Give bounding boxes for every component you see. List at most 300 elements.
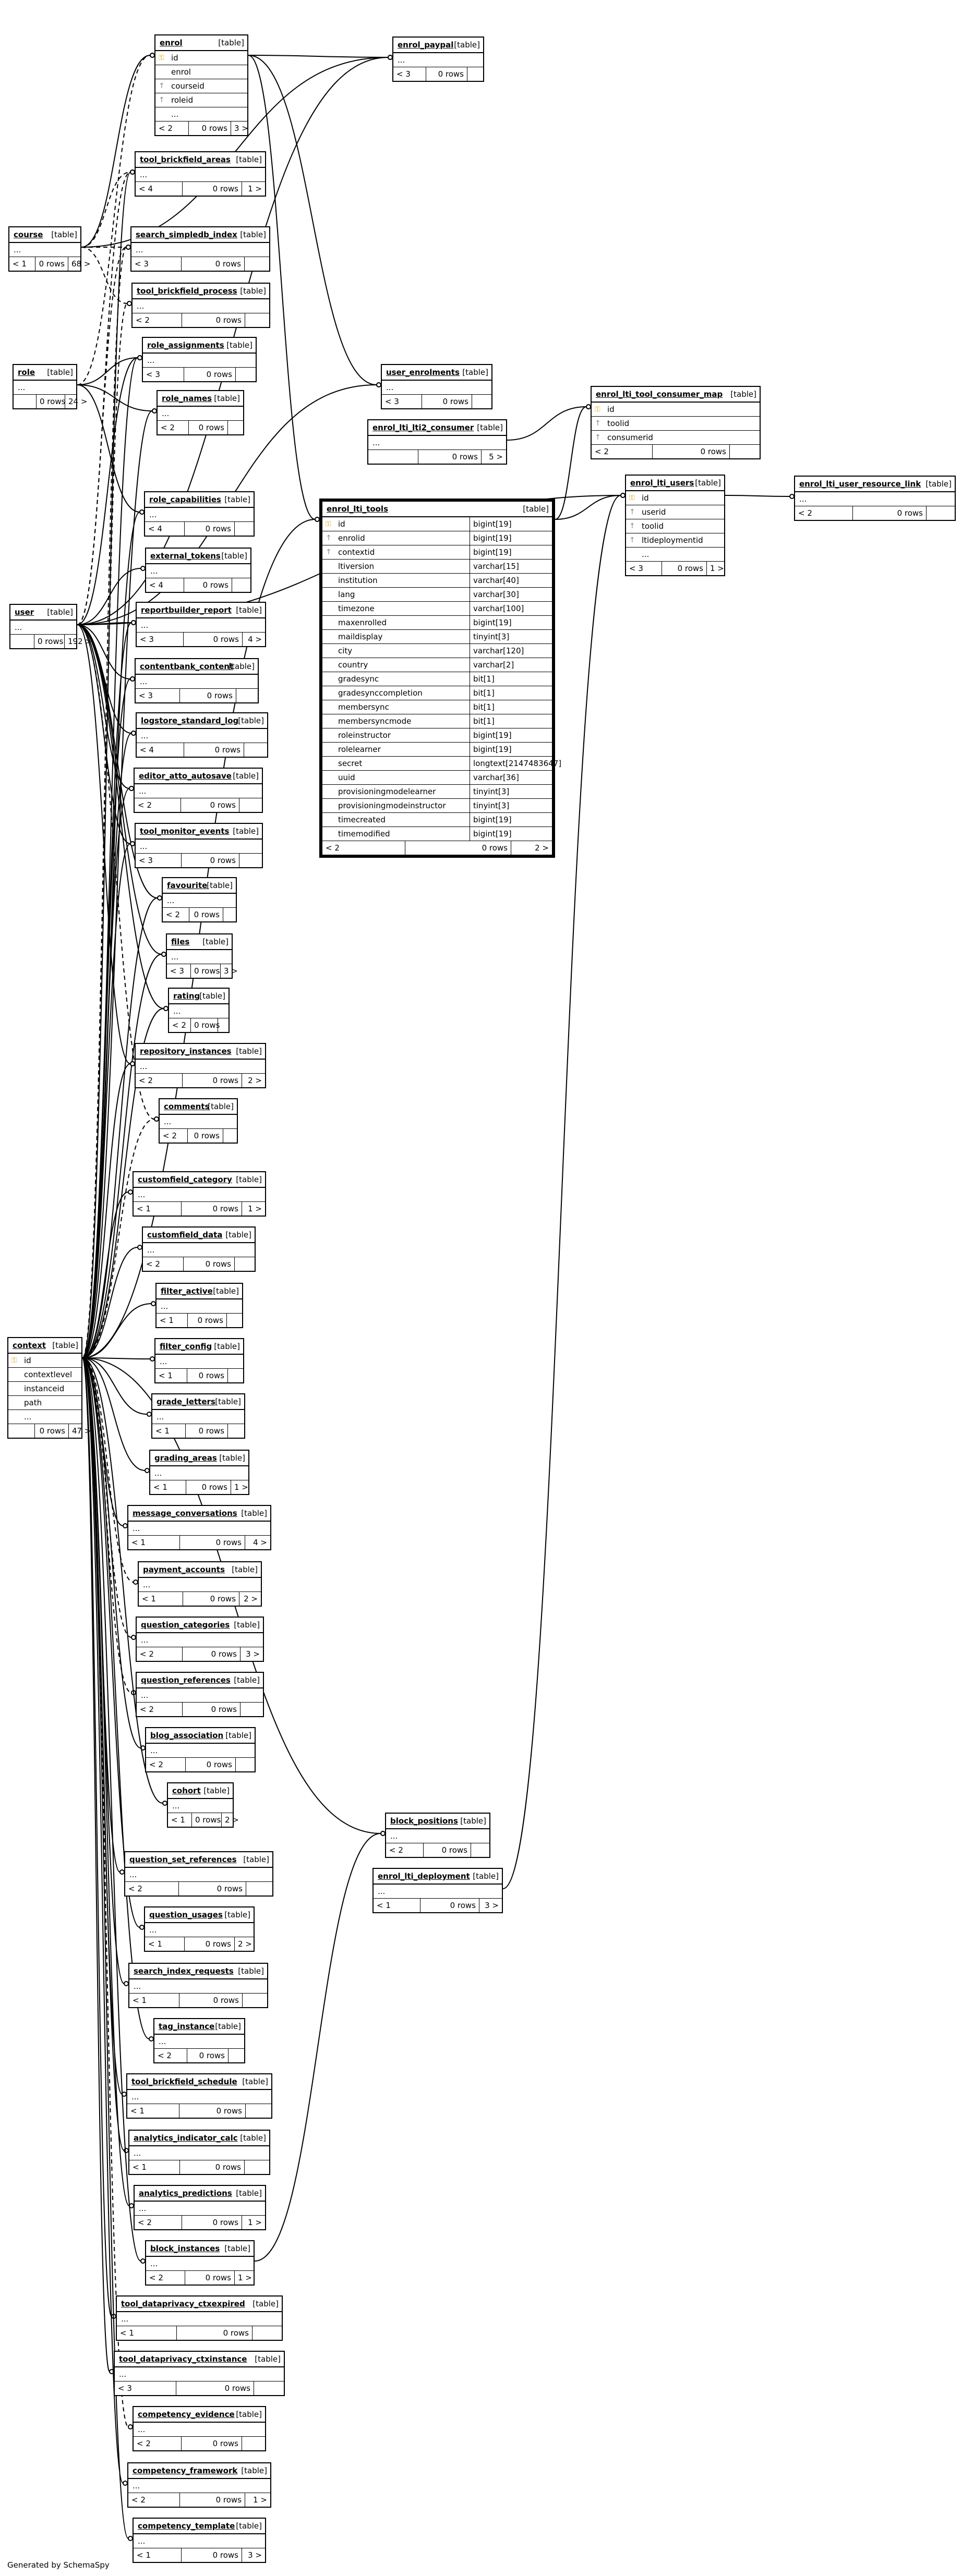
more-columns-row (127, 2090, 271, 2104)
more-columns-row (136, 675, 258, 689)
table-tool-brickfield-schedule[interactable] (126, 2073, 272, 2119)
table-type-label: [table] (240, 230, 266, 239)
table-header (14, 365, 76, 381)
more-columns-row (134, 2534, 265, 2548)
parents-link[interactable]: < 1 (133, 1996, 147, 2005)
table-name[interactable]: competency_evidence (138, 2410, 235, 2419)
table-name[interactable]: logstore_standard_log (141, 716, 239, 725)
table-role-assignments[interactable] (142, 337, 257, 382)
table-name[interactable]: reportbuilder_report (141, 605, 232, 615)
foreign-key-icon: ↑ (629, 536, 635, 544)
table-block-positions[interactable] (385, 1813, 490, 1858)
table-name[interactable]: competency_framework (133, 2466, 238, 2475)
parents-link[interactable]: < 2 (389, 1845, 403, 1855)
table-course[interactable] (8, 226, 91, 272)
more-columns-row (134, 2423, 265, 2437)
crowfoot-end-marker (151, 1302, 155, 1306)
table-name[interactable]: enrol_lti_tool_consumer_map (596, 390, 723, 399)
children-link[interactable] (223, 908, 236, 921)
parents-link[interactable]: < 1 (153, 1483, 167, 1492)
column-data-type: longtext[2147483647] (470, 757, 561, 770)
table-name[interactable]: context (13, 1341, 46, 1350)
children-link[interactable]: 47 > (68, 1424, 81, 1438)
table-name[interactable]: tool_brickfield_process (137, 286, 237, 296)
table-competency-evidence[interactable] (133, 2406, 266, 2451)
parents-link[interactable]: < 3 (139, 856, 153, 865)
children-link[interactable]: 3 > (220, 964, 232, 978)
children-link[interactable] (467, 67, 483, 81)
children-link[interactable] (232, 578, 250, 592)
column-name: ... (150, 1746, 158, 1755)
column-name: ... (134, 1982, 141, 1991)
column-data-type: tinyint[3] (470, 785, 509, 798)
table-name[interactable]: block_instances (150, 2244, 220, 2253)
table-footer (146, 2271, 254, 2285)
table-name[interactable]: files (171, 937, 190, 946)
more-columns-row (134, 1188, 265, 1202)
parents-link[interactable]: < 3 (146, 370, 160, 379)
table-name[interactable]: filter_config (160, 1342, 212, 1351)
parents-link[interactable]: < 4 (139, 184, 153, 193)
parents-link[interactable]: < 2 (140, 1649, 154, 1659)
table-header (117, 2296, 282, 2312)
children-link[interactable]: 3 > (240, 1647, 263, 1661)
table-search-index-requests[interactable] (128, 1963, 268, 2008)
column-name: membersync (338, 702, 389, 712)
parents-link[interactable]: < 2 (138, 2218, 152, 2227)
crowfoot-end-marker (124, 1982, 128, 1986)
children-link[interactable] (244, 2160, 269, 2174)
table-grading-areas[interactable] (149, 1450, 249, 1495)
column-data-type: varchar[36] (470, 771, 519, 784)
children-link[interactable] (252, 2326, 282, 2340)
table-name[interactable]: tool_dataprivacy_ctxexpired (121, 2299, 245, 2308)
column-data-type: bigint[19] (470, 545, 512, 559)
parents-link[interactable]: < 2 (137, 2439, 151, 2448)
table-name[interactable]: enrol_lti_lti2_consumer (372, 423, 474, 432)
children-link[interactable] (242, 1994, 267, 2007)
table-name[interactable]: user_enrolments (386, 368, 460, 377)
table-footer (168, 1813, 239, 1827)
table-enrol-paypal[interactable] (392, 37, 484, 82)
children-link[interactable] (472, 395, 491, 408)
children-link[interactable]: 68 > (68, 257, 80, 271)
table-name[interactable]: editor_atto_autosave (139, 771, 232, 781)
table-name[interactable]: question_usages (149, 1910, 223, 1919)
parents-link[interactable]: < 2 (166, 910, 180, 919)
table-name[interactable]: tool_dataprivacy_ctxinstance (119, 2354, 247, 2364)
table-name[interactable]: question_references (141, 1675, 231, 1685)
table-question-categories[interactable] (136, 1617, 264, 1662)
children-link[interactable] (236, 689, 258, 702)
parents-link[interactable]: < 4 (148, 524, 162, 533)
children-link[interactable] (227, 1424, 244, 1438)
children-link[interactable]: 2 > (511, 841, 552, 855)
table-name[interactable]: course (14, 230, 43, 239)
parents-link[interactable]: < 4 (149, 580, 163, 590)
children-link[interactable]: 1 > (242, 2216, 265, 2229)
parents-link[interactable]: < 2 (146, 1259, 160, 1269)
children-link[interactable] (244, 257, 269, 271)
table-tool-monitor-events[interactable] (135, 823, 263, 868)
parents-link[interactable]: < 2 (138, 800, 152, 810)
table-message-conversations[interactable] (127, 1505, 271, 1550)
parents-link[interactable]: < 3 (140, 635, 154, 644)
table-name[interactable]: rating (173, 991, 200, 1001)
children-link[interactable]: 2 > (234, 1937, 254, 1951)
children-link[interactable] (245, 2104, 271, 2118)
children-link[interactable]: 4 > (242, 633, 265, 646)
table-tool-brickfield-areas[interactable] (135, 151, 266, 197)
table-header (382, 365, 491, 381)
column-row (8, 1368, 81, 1382)
table-footer (158, 421, 243, 434)
table-external-tokens[interactable] (145, 548, 251, 593)
row-count: 0 rows (185, 2271, 234, 2285)
column-name: ... (378, 1887, 386, 1896)
column-row (155, 79, 247, 93)
parents-link[interactable]: < 2 (172, 1020, 186, 1030)
table-type-label: [table] (229, 662, 255, 671)
crowfoot-end-marker (127, 301, 131, 306)
edge-enrol-lti-users-to-enrol-lti-user-resource-link (725, 495, 790, 496)
table-customfield-category[interactable] (133, 1171, 266, 1217)
table-name[interactable]: customfield_category (138, 1175, 232, 1184)
children-link[interactable] (235, 368, 256, 381)
row-count: 0 rows (181, 2548, 242, 2562)
children-link[interactable] (926, 506, 955, 520)
table-name[interactable]: blog_association (150, 1731, 224, 1740)
children-link[interactable] (226, 1314, 242, 1327)
parents-link[interactable]: < 3 (629, 564, 643, 573)
parents-link[interactable]: < 2 (136, 315, 150, 325)
table-filter-active[interactable] (155, 1283, 243, 1328)
table-name[interactable]: contentbank_content (140, 662, 234, 671)
children-link[interactable]: 1 > (242, 182, 265, 196)
children-link[interactable] (471, 1843, 489, 1857)
parents-link[interactable]: < 2 (595, 447, 609, 456)
table-rating[interactable] (168, 988, 230, 1033)
table-name[interactable]: competency_template (138, 2521, 235, 2531)
more-columns-row (368, 436, 506, 450)
parents-link[interactable]: < 3 (118, 2384, 132, 2393)
crowfoot-end-marker (134, 1580, 138, 1584)
children-link[interactable]: 2 > (221, 1813, 233, 1827)
parents-link[interactable]: < 2 (131, 2495, 146, 2505)
table-name[interactable]: external_tokens (150, 551, 221, 561)
table-competency-template[interactable] (133, 2518, 266, 2563)
edge-context-to-competency-evidence (82, 1358, 128, 2427)
table-footer (129, 1994, 267, 2007)
table-enrol[interactable] (154, 34, 248, 136)
more-columns-row (167, 950, 232, 964)
table-name[interactable]: enrol (160, 38, 183, 47)
column-data-type: bit[1] (470, 700, 495, 714)
table-type-label: [table] (234, 1675, 260, 1685)
parents-link[interactable]: < 3 (135, 259, 149, 269)
children-link[interactable] (244, 743, 267, 757)
table-user-enrolments[interactable] (381, 364, 492, 409)
table-name[interactable]: role_assignments (147, 341, 224, 350)
table-type-label: [table] (241, 1509, 267, 1518)
column-name: ... (140, 677, 148, 686)
parents-link[interactable]: < 1 (159, 1371, 173, 1380)
parents-link[interactable]: < 1 (131, 1538, 146, 1547)
parents-link[interactable]: < 2 (149, 2273, 163, 2282)
parents-link[interactable]: < 2 (149, 1760, 163, 1769)
column-data-type: bigint[19] (470, 517, 512, 531)
children-link[interactable]: 3 > (242, 2548, 265, 2562)
children-link[interactable] (245, 313, 269, 327)
table-tool-dataprivacy-ctxexpired[interactable] (116, 2295, 283, 2341)
table-name[interactable]: analytics_predictions (139, 2189, 232, 2198)
table-footer (137, 1647, 263, 1661)
parents-link[interactable]: < 3 (385, 397, 399, 406)
table-name[interactable]: role_names (162, 394, 212, 403)
table-name[interactable]: enrol_lti_users (630, 478, 694, 488)
table-name[interactable]: grade_letters (157, 1397, 215, 1406)
table-user[interactable] (9, 604, 92, 649)
table-competency-framework[interactable] (127, 2462, 271, 2508)
children-link[interactable]: 192 > (64, 635, 76, 648)
children-link[interactable]: 1 > (242, 1202, 265, 1216)
table-payment-accounts[interactable] (138, 1561, 262, 1607)
crowfoot-end-marker (147, 1412, 151, 1416)
children-link[interactable]: 2 > (242, 1074, 265, 1087)
more-columns-row (374, 1885, 502, 1899)
table-header (139, 1562, 261, 1578)
parents-link[interactable]: < 2 (139, 1076, 153, 1085)
table-enrol-lti-users[interactable] (625, 475, 725, 576)
more-columns-row (146, 564, 250, 578)
parents-link[interactable] (10, 635, 34, 648)
table-name[interactable]: enrol_paypal (398, 40, 454, 50)
parents-link[interactable]: < 3 (396, 69, 411, 79)
crowfoot-end-marker (120, 1870, 124, 1874)
column-name: membersyncmode (338, 716, 412, 726)
column-row (322, 602, 552, 616)
column-row (592, 417, 760, 431)
column-name: ... (149, 1925, 157, 1935)
table-tool-brickfield-process[interactable] (131, 283, 270, 328)
parents-link[interactable]: < 3 (139, 691, 153, 700)
table-editor-atto-autosave[interactable] (134, 768, 263, 813)
table-question-usages[interactable] (144, 1906, 255, 1952)
more-columns-row (163, 894, 236, 908)
table-header (386, 1814, 489, 1829)
children-link[interactable] (254, 2381, 284, 2395)
table-name[interactable]: search_simpledb_index (136, 230, 237, 239)
table-files[interactable] (166, 933, 238, 979)
table-reportbuilder-report[interactable] (136, 602, 266, 647)
table-name[interactable]: tool_brickfield_areas (140, 155, 231, 164)
children-link[interactable] (729, 445, 760, 458)
children-link[interactable]: 1 > (231, 1480, 248, 1494)
column-name: ... (137, 301, 145, 311)
children-link[interactable] (227, 421, 243, 434)
table-grade-letters[interactable] (151, 1393, 245, 1439)
column-row (322, 799, 552, 813)
column-name: gradesynccompletion (338, 688, 423, 698)
table-name[interactable]: tool_brickfield_schedule (131, 2077, 237, 2086)
parents-link[interactable]: < 2 (798, 508, 812, 518)
table-role[interactable] (13, 364, 88, 409)
children-link[interactable] (239, 798, 262, 812)
table-header (157, 1284, 242, 1299)
table-name[interactable]: role_capabilities (149, 495, 221, 504)
children-link[interactable]: 4 > (245, 1536, 270, 1549)
table-role-names[interactable] (157, 390, 244, 435)
column-name: id (338, 519, 345, 529)
table-name[interactable]: message_conversations (133, 1509, 237, 1518)
table-favourite[interactable] (162, 877, 237, 922)
children-link[interactable]: 2 > (239, 1592, 261, 1606)
table-footer (136, 1074, 265, 1087)
table-name[interactable]: question_categories (141, 1620, 230, 1630)
table-header (374, 1869, 502, 1885)
table-tag-instance[interactable] (153, 2018, 245, 2063)
table-header (168, 1783, 233, 1799)
parents-link[interactable]: < 1 (130, 2106, 145, 2116)
table-enrol-lti-tools[interactable] (319, 499, 562, 858)
column-name: ... (140, 842, 148, 851)
table-enrol-lti-user-resource-link[interactable] (794, 476, 956, 521)
children-link[interactable] (227, 1369, 243, 1382)
children-link[interactable]: 3 > (231, 121, 247, 135)
parents-link[interactable]: < 1 (133, 2162, 147, 2172)
table-logstore-standard-log[interactable] (136, 712, 268, 758)
column-name: ... (131, 2092, 139, 2101)
children-link[interactable]: 3 > (479, 1899, 502, 1912)
table-name[interactable]: customfield_data (147, 1230, 223, 1240)
parents-link[interactable]: < 1 (160, 1316, 174, 1325)
table-name[interactable]: user (15, 607, 34, 617)
table-context[interactable] (7, 1337, 91, 1439)
children-link[interactable] (228, 2049, 244, 2062)
children-link[interactable] (223, 1129, 237, 1143)
table-filter-config[interactable] (154, 1338, 244, 1383)
children-link[interactable] (235, 1758, 255, 1771)
table-enrol-lti-tool-consumer-map[interactable] (591, 386, 761, 459)
table-name[interactable]: cohort (172, 1786, 201, 1795)
table-role-capabilities[interactable] (144, 491, 255, 537)
parents-link[interactable]: < 1 (142, 1594, 156, 1603)
table-question-references[interactable] (136, 1672, 264, 1717)
table-name[interactable]: payment_accounts (143, 1565, 225, 1574)
table-customfield-data[interactable] (142, 1226, 256, 1272)
children-link[interactable] (234, 1257, 255, 1271)
crowfoot-end-marker (621, 493, 625, 497)
table-name[interactable]: block_positions (390, 1816, 458, 1826)
table-name[interactable]: tag_instance (159, 2022, 215, 2031)
table-tool-dataprivacy-ctxinstance[interactable] (114, 2351, 285, 2396)
parents-link[interactable]: < 2 (161, 423, 175, 432)
parents-link[interactable]: < 1 (155, 1426, 170, 1436)
table-name[interactable]: enrol_lti_user_resource_link (799, 479, 921, 489)
parents-link[interactable]: < 2 (159, 124, 173, 133)
parents-link[interactable] (14, 395, 36, 408)
table-name[interactable]: enrol_lti_tools (327, 504, 389, 514)
row-count: 0 rows (184, 1937, 234, 1951)
table-footer (150, 1480, 248, 1494)
children-link[interactable]: 1 > (234, 2271, 254, 2285)
row-count: 0 rows (187, 2049, 228, 2062)
table-comments[interactable] (159, 1098, 238, 1144)
children-link[interactable]: 1 > (706, 562, 724, 575)
children-link[interactable] (242, 2437, 265, 2450)
children-link[interactable] (218, 1018, 229, 1032)
table-name[interactable]: filter_active (161, 1286, 213, 1296)
table-name[interactable]: tool_monitor_events (140, 827, 230, 836)
table-contentbank-content[interactable] (135, 658, 259, 703)
table-repository-instances[interactable] (135, 1043, 266, 1088)
parents-link[interactable] (368, 450, 418, 464)
parents-link[interactable]: < 3 (170, 966, 184, 976)
table-cohort[interactable] (167, 1782, 239, 1828)
parents-link[interactable]: < 1 (137, 1204, 151, 1213)
children-link[interactable] (246, 1882, 272, 1895)
table-blog-association[interactable] (145, 1727, 256, 1772)
parents-link[interactable]: < 4 (140, 745, 154, 755)
column-row (322, 616, 552, 630)
parents-link[interactable]: < 2 (128, 1884, 142, 1893)
parents-link[interactable]: < 2 (163, 1131, 177, 1140)
children-link[interactable]: 5 > (481, 450, 506, 464)
table-enrol-lti-lti2-consumer[interactable] (367, 419, 507, 465)
table-name[interactable]: search_index_requests (134, 1966, 234, 1976)
table-name[interactable]: favourite (167, 881, 208, 890)
column-name: ... (139, 786, 147, 796)
parents-link[interactable]: < 1 (148, 1939, 162, 1949)
table-footer (129, 2160, 269, 2174)
parents-link[interactable]: < 1 (137, 2550, 151, 2560)
table-question-set-references[interactable] (124, 1851, 273, 1897)
children-link[interactable]: 1 > (245, 2493, 270, 2507)
foreign-key-icon: ↑ (159, 96, 165, 104)
table-name[interactable]: question_set_references (129, 1855, 237, 1864)
column-name: ... (133, 2481, 140, 2490)
column-name: ... (386, 383, 394, 392)
row-count: 0 rows (184, 578, 232, 592)
parents-link[interactable]: < 1 (120, 2328, 134, 2338)
table-header (145, 492, 254, 508)
table-analytics-indicator-calc[interactable] (128, 2130, 270, 2175)
table-analytics-predictions[interactable] (134, 2185, 266, 2230)
parents-link[interactable]: < 1 (377, 1901, 391, 1910)
children-link[interactable] (234, 522, 254, 536)
children-link[interactable] (239, 854, 262, 867)
table-name[interactable]: analytics_indicator_calc (134, 2133, 238, 2143)
children-link[interactable] (240, 1703, 263, 1716)
parents-link[interactable]: < 2 (158, 2051, 172, 2060)
children-link[interactable]: 24 > (65, 395, 76, 408)
table-name[interactable]: comments (164, 1102, 210, 1111)
parents-link[interactable]: < 1 (13, 259, 27, 269)
parents-link[interactable] (8, 1424, 34, 1438)
table-name[interactable]: grading_areas (154, 1453, 217, 1463)
parents-link[interactable]: < 1 (171, 1815, 185, 1825)
table-name[interactable]: role (18, 368, 35, 377)
table-name[interactable]: enrol_lti_deployment (378, 1872, 470, 1881)
table-name[interactable]: repository_instances (140, 1047, 232, 1056)
table-enrol-lti-deployment[interactable] (372, 1868, 503, 1913)
parents-link[interactable]: < 2 (326, 843, 340, 853)
table-type-label: [table] (238, 716, 264, 725)
table-search-simpledb-index[interactable] (130, 226, 270, 272)
table-block-instances[interactable] (145, 2240, 255, 2286)
table-type-label: [table] (207, 881, 233, 890)
parents-link[interactable]: < 2 (140, 1705, 154, 1714)
